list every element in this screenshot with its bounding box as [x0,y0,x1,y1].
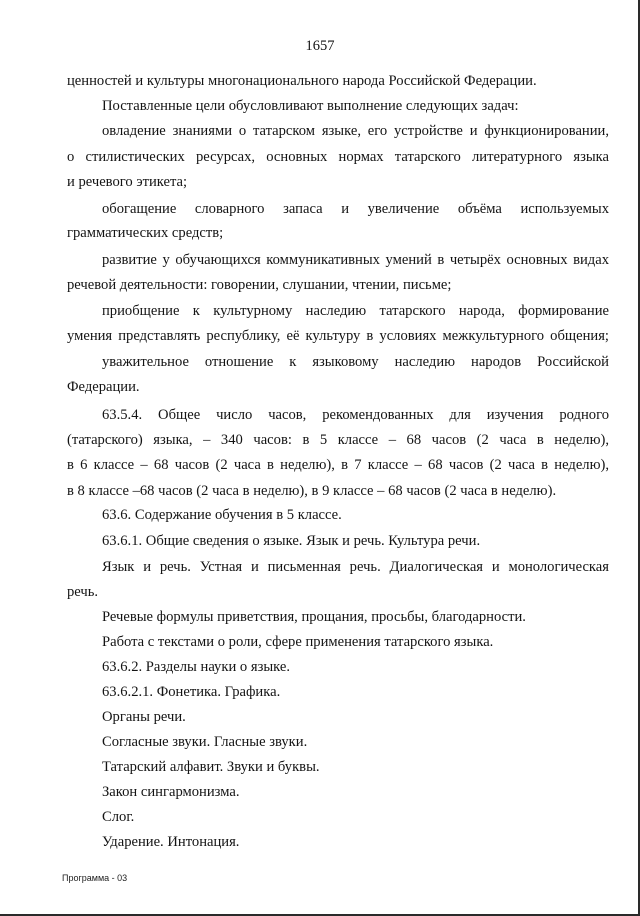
text-line: в 6 классе – 68 часов (2 часа в неделю), в 7 классе – 68 часов (2 часа в неделю), [67,457,609,473]
text-line: Язык и речь. Устная и письменная речь. Диалогическая и монологическая [102,559,609,575]
text-line: Ударение. Интонация. [102,834,240,850]
text-line: (татарского) языка, – 340 часов: в 5 классе – 68 часов (2 часа в неделю), [67,432,609,448]
text-line: и речевого этикета; [67,174,188,190]
text-line: ценностей и культуры многонационального народа Российской Федерации. [67,73,537,89]
text-line: 63.6.2. Разделы науки о языке. [102,659,290,675]
text-line: приобщение к культурному наследию татарского народа, формирование [102,303,609,319]
text-line: о стилистических ресурсах, основных нормах татарского литературного языка [67,149,609,165]
text-line: Федерации. [67,379,140,395]
text-line: Татарский алфавит. Звуки и буквы. [102,759,320,775]
text-line: овладение знаниями о татарском языке, его устройстве и функционировании, [102,123,609,139]
text-line: Органы речи. [102,709,186,725]
text-line: развитие у обучающихся коммуникативных умений в четырёх основных видах [102,252,609,268]
text-line: умения представлять республику, её культуру в условиях межкультурного общения; [67,328,609,344]
text-line: Поставленные цели обусловливают выполнение следующих задач: [102,98,519,114]
text-line: грамматических средств; [67,225,224,241]
footer-label: Программа - 03 [62,873,128,883]
text-line: Закон сингармонизма. [102,784,240,800]
text-line: обогащение словарного запаса и увеличение объёма используемых [102,201,609,217]
text-line: 63.5.4. Общее число часов, рекомендованных для изучения родного [102,407,609,423]
text-line: уважительное отношение к языковому наследию народов Российской [102,354,609,370]
text-line: Речевые формулы приветствия, прощания, просьбы, благодарности. [102,609,526,625]
text-line: Работа с текстами о роли, сфере применения татарского языка. [102,634,494,650]
page-number: 1657 [305,38,335,54]
text-line: в 8 классе –68 часов (2 часа в неделю), в 9 классе – 68 часов (2 часа в неделю). [67,483,557,499]
text-line: речевой деятельности: говорении, слушании, чтении, письме; [67,277,452,293]
text-line: Согласные звуки. Гласные звуки. [102,734,308,750]
text-line: Слог. [102,809,135,825]
text-line: речь. [67,584,99,600]
text-line: 63.6. Содержание обучения в 5 классе. [102,507,342,523]
text-line: 63.6.1. Общие сведения о языке. Язык и речь. Культура речи. [102,533,481,549]
text-line: 63.6.2.1. Фонетика. Графика. [102,684,281,700]
